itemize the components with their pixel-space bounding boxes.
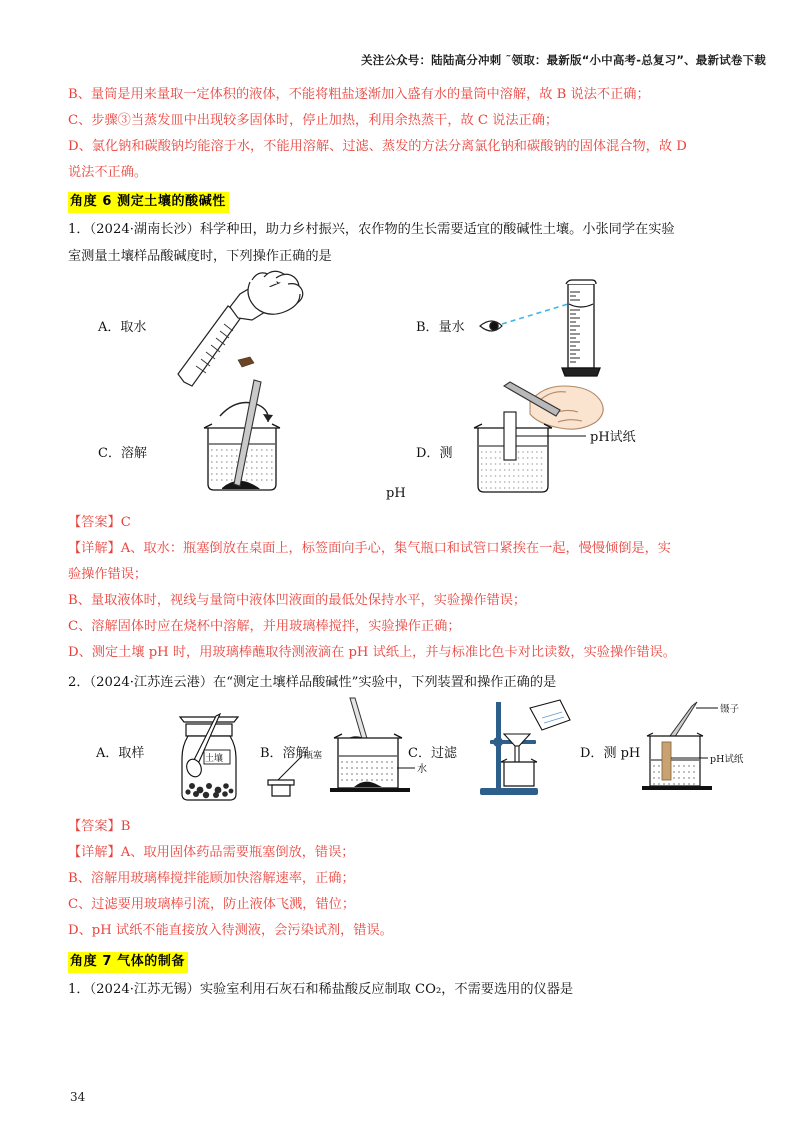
question-3-source: （2024·江苏无锡） bbox=[89, 982, 200, 997]
question-3-number: 1． bbox=[68, 982, 90, 997]
explanation-line: B、溶解用玻璃棒搅拌能顾加快溶解速率，正确； bbox=[68, 871, 355, 886]
figure-group-question-1 bbox=[68, 274, 740, 510]
stopper-label: 瓶塞 bbox=[304, 751, 323, 761]
section-heading-7: 角度 7 气体的制备 bbox=[68, 952, 188, 973]
sight-line bbox=[502, 304, 568, 324]
top-explanation-block bbox=[68, 82, 740, 186]
section-heading-6: 角度 6 测定土壤的酸碱性 bbox=[68, 192, 229, 213]
soil-label: 土壤 bbox=[205, 754, 224, 764]
question-1-line1 bbox=[68, 216, 740, 243]
section-heading-7-wrap bbox=[68, 948, 740, 973]
option-d-label-1: D．测 bbox=[416, 446, 453, 461]
explanation-line: C、溶解固体时应在烧杯中溶解，并用玻璃棒搅拌，实验操作正确； bbox=[68, 619, 461, 634]
document-content bbox=[68, 82, 744, 1003]
answer-block-2 bbox=[68, 814, 740, 944]
ph-paper-label-2: pH试纸 bbox=[710, 754, 744, 765]
explanation-line: C、过滤要用玻璃棒引流，防止液体飞溅，错位； bbox=[68, 897, 356, 912]
option-d-label-2: D．测 pH bbox=[580, 746, 641, 761]
explanation-line: 验操作错误； bbox=[68, 567, 148, 582]
option-a-label-2: A．取样 bbox=[96, 746, 145, 761]
question-2-source: （2024·江苏连云港） bbox=[89, 675, 214, 690]
figure-eye-reading-graduated-cylinder bbox=[476, 276, 636, 386]
explanation-line: 【详解】A、取水：瓶塞倒放在桌面上，标签面向手心，集气瓶口和试管口紧挨在一起，慢慢倾倒是，实 bbox=[68, 541, 671, 556]
explanation-line: D、测定土壤 pH 时，用玻璃棒蘸取待测液滴在 pH 试纸上，并与标准比色卡对比读数，实验操作错误。 bbox=[68, 645, 676, 660]
figure-ph-paper-dipped-in-beaker bbox=[468, 374, 678, 504]
figure-hand-pouring-bottle-into-test-tube bbox=[166, 274, 346, 389]
section-heading-6-wrap bbox=[68, 188, 740, 213]
explanation-line: D、氯化钠和碳酸钠均能溶于水，不能用溶解、过滤、蒸发的方法分离氯化钠和碳酸钠的固体混合物，故 D bbox=[68, 139, 687, 154]
question-3-line bbox=[68, 976, 740, 1003]
question-2-number: 2． bbox=[68, 675, 90, 690]
option-b-label-1: B．量水 bbox=[416, 320, 465, 335]
answer-1: 【答案】C bbox=[68, 515, 131, 530]
answer-block-1 bbox=[68, 510, 740, 666]
answer-2: 【答案】B bbox=[68, 819, 131, 834]
figure-group-question-2 bbox=[68, 698, 744, 810]
question-1-text: 科学种田，助力乡村振兴，农作物的生长需要适宜的酸碱性土壤。小张同学在实验 bbox=[199, 222, 675, 237]
explanation-line: B、量取液体时，视线与量筒中液体凹液面的最低处保持水平，实验操作错误； bbox=[68, 593, 527, 608]
figure-beaker-with-stirring-rod bbox=[178, 380, 348, 500]
explanation-line: 说法不正确。 bbox=[68, 165, 148, 180]
page-header: 关注公众号：陆陆高分冲刺 ˜领取：最新版“小中高考-总复习”、最新试卷下载 bbox=[360, 53, 766, 67]
option-c-label-1: C．溶解 bbox=[98, 446, 147, 461]
explanation-line: D、pH 试纸不能直接放入待测液，会污染试剂，错误。 bbox=[68, 923, 393, 938]
page-number: 34 bbox=[70, 1090, 86, 1104]
explanation-line: B、量筒是用来量取一定体积的液体，不能将粗盐逐渐加入盛有水的量筒中溶解，故 B 说法不正确； bbox=[68, 87, 650, 102]
water-label: 水 bbox=[417, 764, 427, 775]
figure-tweezers-ph-paper-in-beaker bbox=[638, 698, 778, 806]
explanation-line: C、步骤③当蒸发皿中出现较多固体时，停止加热，利用余热蒸干，故 C 说法正确； bbox=[68, 113, 559, 128]
question-1-number: 1． bbox=[68, 222, 90, 237]
question-2-line bbox=[68, 669, 740, 696]
option-c-label-2: C．过滤 bbox=[408, 746, 457, 761]
question-3-text: 实验室利用石灰石和稀盐酸反应制取 CO₂，不需要选用的仪器是 bbox=[199, 982, 574, 997]
tweezers-label: 镊子 bbox=[720, 704, 740, 715]
option-a-label-1: A．取水 bbox=[98, 320, 147, 335]
ph-paper-callout: pH试纸 bbox=[590, 430, 636, 445]
option-d-label-1-ph: pH bbox=[386, 486, 406, 501]
option-b-label-2: B．溶解 bbox=[260, 746, 309, 761]
question-1-source: （2024·湖南长沙） bbox=[89, 222, 200, 237]
figure-filtration-stand bbox=[468, 698, 588, 806]
question-2-text: 在“测定土壤样品酸碱性”实验中，下列装置和操作正确的是 bbox=[213, 675, 557, 690]
question-1-line2: 室测量土壤样品酸碱度时，下列操作正确的是 bbox=[68, 249, 332, 264]
explanation-line: 【详解】A、取用固体药品需要瓶塞倒放，错误； bbox=[68, 845, 355, 860]
